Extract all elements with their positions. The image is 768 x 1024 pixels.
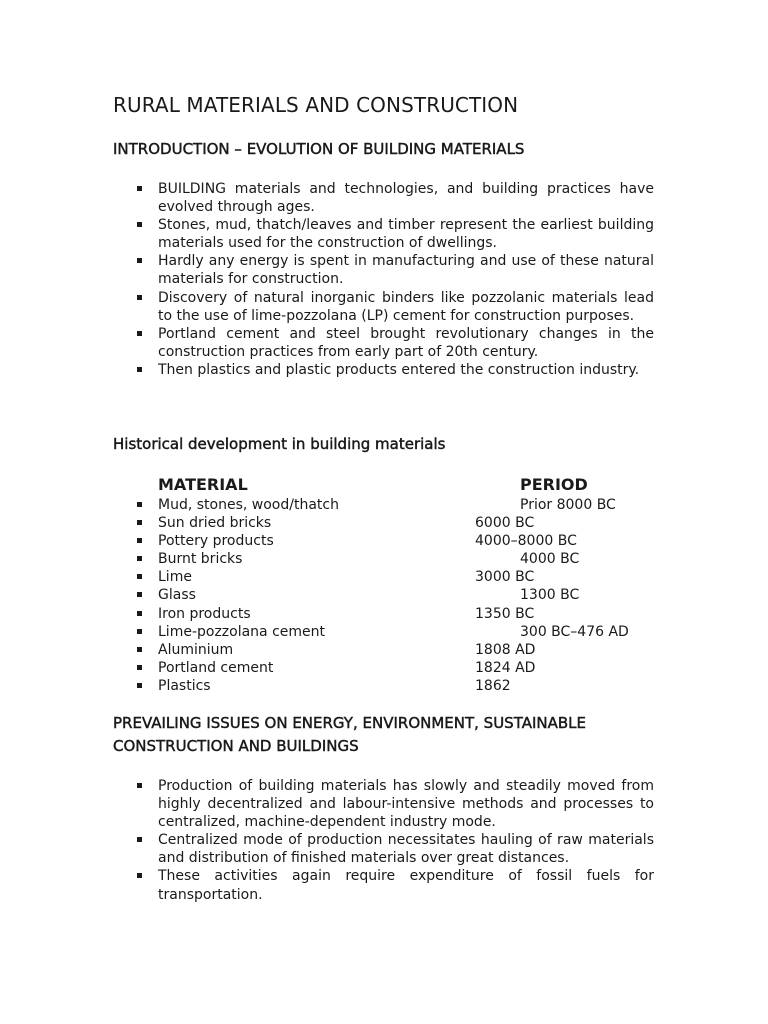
table-row — [158, 514, 658, 532]
material-cell: Portland cement — [158, 659, 274, 676]
table-row — [158, 532, 658, 550]
table-row — [158, 550, 658, 568]
material-cell: Aluminium — [158, 641, 234, 658]
table-row — [158, 605, 658, 623]
table-row — [158, 568, 658, 586]
material-cell: Lime-pozzolana cement — [158, 623, 326, 640]
period-cell: 1808 AD — [475, 641, 536, 658]
period-cell: 6000 BC — [475, 515, 535, 532]
list-item: Portland cement and steel brought revolutionary changes in the construction practices from early part of 20th century. — [158, 325, 654, 360]
prevailing-issues-bullet-list — [158, 777, 654, 904]
material-cell: Iron products — [158, 605, 251, 622]
list-item: Stones, mud, thatch/leaves and timber represent the earliest building materials used for the construction of dwellings. — [158, 217, 654, 252]
period-cell: 4000 BC — [520, 551, 580, 568]
list-item: Discovery of natural inorganic binders like pozzolanic materials lead to the use of lime-pozzolana (LP) cement for construction purposes. — [158, 289, 654, 324]
material-cell: Sun dried bricks — [158, 515, 272, 532]
period-cell: 1300 BC — [520, 587, 580, 604]
material-cell: Glass — [158, 587, 196, 604]
table-row — [158, 496, 658, 514]
table-row — [158, 677, 658, 695]
material-cell: Burnt bricks — [158, 551, 243, 568]
introduction-bullet-list — [158, 180, 654, 379]
section-heading-introduction: INTRODUCTION – EVOLUTION OF BUILDING MATERIALS — [113, 140, 525, 158]
period-cell: Prior 8000 BC — [520, 497, 616, 513]
material-cell: Lime — [158, 569, 192, 586]
period-cell: 4000–8000 BC — [475, 533, 577, 550]
section-heading-historical: Historical development in building materials — [113, 435, 446, 453]
materials-table-header — [158, 474, 658, 496]
table-row — [158, 586, 658, 604]
material-cell: Plastics — [158, 677, 211, 694]
period-cell: 300 BC–476 AD — [520, 623, 629, 640]
period-cell: 1824 AD — [475, 659, 536, 676]
period-cell: 3000 BC — [475, 569, 535, 586]
table-row — [158, 623, 658, 641]
heading-line: CONSTRUCTION AND BUILDINGS — [113, 737, 359, 755]
material-cell: Pottery products — [158, 533, 274, 550]
column-header-period: PERIOD — [520, 475, 588, 494]
list-item: Production of building materials has slowly and steadily moved from highly decentralized and labour-intensive methods and processes to centralized, machine-dependent industry mode. — [158, 778, 654, 831]
document-title: RURAL MATERIALS AND CONSTRUCTION — [113, 93, 519, 117]
table-row — [158, 641, 658, 659]
column-header-material: MATERIAL — [158, 475, 248, 494]
table-row — [158, 659, 658, 677]
material-cell: Mud, stones, wood/thatch — [158, 497, 339, 513]
materials-table — [158, 496, 658, 695]
list-item: Hardly any energy is spent in manufacturing and use of these natural materials for construction. — [158, 253, 654, 288]
list-item: These activities again require expenditure of fossil fuels for transportation. — [158, 868, 654, 903]
heading-line: PREVAILING ISSUES ON ENERGY, ENVIRONMENT, SUSTAINABLE — [113, 714, 586, 732]
list-item: Centralized mode of production necessitates hauling of raw materials and distribution of finished materials over great distances. — [158, 832, 654, 867]
list-item: Then plastics and plastic products entered the construction industry. — [158, 361, 654, 379]
section-heading-prevailing-issues — [113, 712, 586, 758]
list-item: BUILDING materials and technologies, and building practices have evolved through ages. — [158, 181, 654, 216]
period-cell: 1350 BC — [475, 605, 535, 622]
period-cell: 1862 — [475, 677, 511, 694]
